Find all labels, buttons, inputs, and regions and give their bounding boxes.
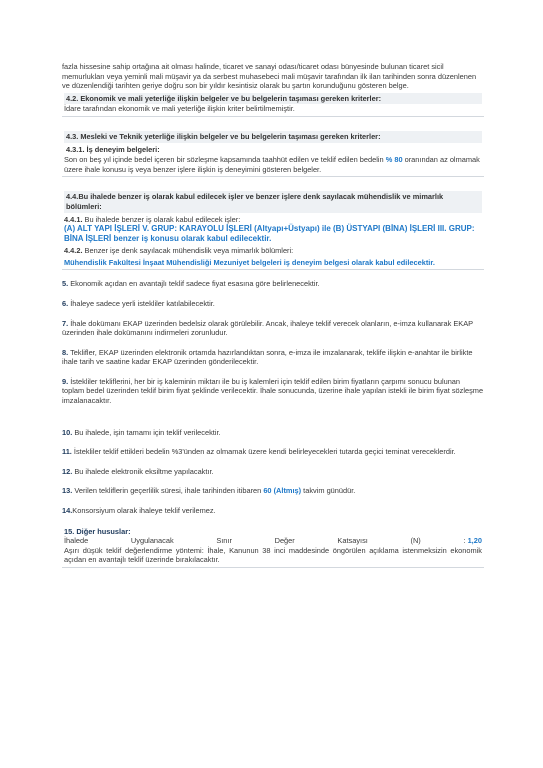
item-10 — [62, 428, 484, 438]
experience-text-b: oranından az olmamak üzere ihale konusu iş veya benzer işlere ilişkin iş deneyimini gösteren belgeler. — [64, 155, 480, 174]
items-10-14 — [62, 428, 484, 516]
item-number: 11. — [62, 447, 72, 457]
item-6 — [62, 299, 484, 309]
item-text: İhaleye sadece yerli istekliler katılabilecektir. — [68, 298, 215, 308]
section-4-4-1 — [64, 215, 482, 225]
row-word: (N) — [410, 536, 421, 546]
intro-paragraph: fazla hissesine sahip ortağına ait olması halinde, ticaret ve sanayi odası/ticaret odası bünyesinde bulunan ticaret sicil memurlukları veya yeminli mali müşavir ya da serbest muhasebeci mali müşavir tarafından ilk ilan tarihinden sonra düzenlenen ve düzenlendiği tarihten geriye doğru son bir yıldır kesintisiz olarak bu şartın korunduğunu gösteren belge. — [62, 62, 477, 91]
engineering-departments-value: Mühendislik Fakültesi İnşaat Mühendisliği Mezuniyet belgeleri iş deneyim belgesi olarak kabul edilecektir. — [64, 257, 435, 267]
item-text: İhale dokümanı EKAP üzerinden bedelsiz olarak görülebilir. Ancak, ihaleye teklif verecek olanların, e-imza kullanarak EKAP üzerinden ihale dokümanını indirmeleri zorunludur. — [62, 318, 473, 338]
similar-works-value: (A) ALT YAPI İŞLERİ V. GRUP: KARAYOLU İŞLERİ (Altyapı+Üstyapı) ile (B) ÜSTYAPI (BİNA) İŞLERİ III. GRUP: BİNA İŞLERİ benzer iş konusu olarak kabul edilecektir. — [64, 224, 475, 244]
item-number: 8. — [62, 347, 69, 357]
section-4-2-text: İdare tarafından ekonomik ve mali yeterliğe ilişkin kriter belirtilmemiştir. — [64, 104, 295, 114]
item-number: 12. — [62, 466, 73, 476]
item-number: 10. — [62, 427, 73, 437]
item-14 — [62, 506, 484, 516]
item-text-a: Verilen tekliflerin geçerlilik süresi, ihale tarihinden itibaren — [72, 486, 264, 496]
item-12 — [62, 467, 484, 477]
row-word: : — [463, 536, 466, 546]
item-text: Konsorsiyum olarak ihaleye teklif verilemez. — [72, 506, 216, 516]
item-9 — [62, 377, 484, 406]
section-4-4-title: 4.4.Bu ihalede benzer iş olarak kabul edilecek işler ve benzer işlere denk sayılacak mühendislik ve mimarlık bölümleri: — [64, 191, 482, 212]
section-4-3-1-title: 4.3.1. İş deneyim belgeleri: — [66, 144, 160, 154]
document-page — [62, 62, 484, 569]
item-11 — [62, 447, 484, 457]
item-15-text: Aşırı düşük teklif değerlendirme yöntemi: İhale, Kanunun 38 inci maddesinde öngörülen açıklama istenmeksizin ekonomik açıdan en avantajlı teklif üzerinde bırakılacaktır. — [64, 545, 482, 565]
section-4-4-1-number: 4.4.1. — [64, 214, 83, 224]
item-text: Bu ihalede elektronik eksiltme yapılacaktır. — [72, 466, 214, 476]
item-text: Ekonomik açıdan en avantajlı teklif sadece fiyat esasına göre belirlenecektir. — [68, 279, 320, 289]
item-number: 5. — [62, 279, 69, 289]
item-number: 9. — [62, 376, 69, 386]
item-7 — [62, 319, 484, 338]
section-4-3-1-text — [64, 155, 482, 174]
section-4-4-2 — [64, 246, 482, 256]
item-number: 13. — [62, 486, 73, 496]
item-number: 7. — [62, 318, 69, 328]
item-5 — [62, 279, 484, 289]
items-5-9 — [62, 279, 484, 405]
item-text-b: takvim günüdür. — [301, 486, 356, 496]
item-text: Bu ihalede, işin tamamı için teklif verilecektir. — [72, 427, 221, 437]
experience-text-a: Son on beş yıl içinde bedel içeren bir sözleşme kapsamında taahhüt edilen ve teklif edilen bedelin — [64, 155, 386, 165]
section-4-4-1-text: Bu ihalede benzer iş olarak kabul edilecek işler: — [82, 214, 241, 224]
row-word: Uygulanacak — [130, 536, 174, 546]
section-4-3-title: 4.3. Mesleki ve Teknik yeterliğe ilişkin belgeler ve bu belgelerin taşıması gereken kriterler: — [64, 131, 482, 143]
row-word: Sınır — [216, 536, 232, 546]
item-text: İstekliler tekliflerini, her bir iş kaleminin miktarı ile bu iş kalemleri için teklif edilen birim fiyatların çarpımı sonucu bulunan toplam bedel üzerinden teklif birim fiyat şeklinde verilecektir. İhale sonucunda, üzerine ihale yapılan istekli ile birim fiyat sözleşme imzalanacaktır. — [62, 376, 484, 406]
item-8 — [62, 348, 484, 367]
item-13 — [62, 486, 484, 496]
section-4-4-2-text: Benzer işe denk sayılacak mühendislik veya mimarlık bölümleri: — [82, 246, 294, 256]
item-text: İstekliler teklif ettikleri bedelin %3'ünden az olmamak üzere kendi belirleyecekleri tutarda geçici teminat vereceklerdir. — [71, 447, 456, 457]
section-4-2 — [62, 92, 484, 117]
section-4-4 — [62, 190, 484, 270]
item-number: 6. — [62, 298, 69, 308]
row-word: Katsayısı — [337, 536, 368, 546]
row-word: Değer — [274, 536, 295, 546]
section-4-2-title: 4.2. Ekonomik ve mali yeterliğe ilişkin belgeler ve bu belgelerin taşıması gereken kriterler: — [64, 93, 482, 105]
item-15 — [62, 526, 484, 568]
threshold-coefficient-row — [64, 536, 482, 546]
item-15-title: 15. Diğer hususlar: — [64, 526, 131, 536]
item-text: Teklifler, EKAP üzerinden elektronik ortamda hazırlandıktan sonra, e-imza ile imzalanarak, teklife ilişkin e-anahtar ile birlikte ihale tarih ve saatine kadar EKAP üzerinden gönderilecektir. — [62, 347, 473, 367]
n-value-group — [463, 536, 482, 546]
section-4-3 — [62, 130, 484, 177]
experience-percent: % 80 — [385, 155, 403, 165]
section-4-4-2-number: 4.4.2. — [64, 246, 83, 256]
validity-days: 60 (Altmış) — [263, 486, 302, 496]
n-coefficient-value: 1,20 — [467, 536, 482, 546]
row-word: İhalede — [64, 536, 89, 546]
item-number: 14. — [62, 506, 73, 516]
